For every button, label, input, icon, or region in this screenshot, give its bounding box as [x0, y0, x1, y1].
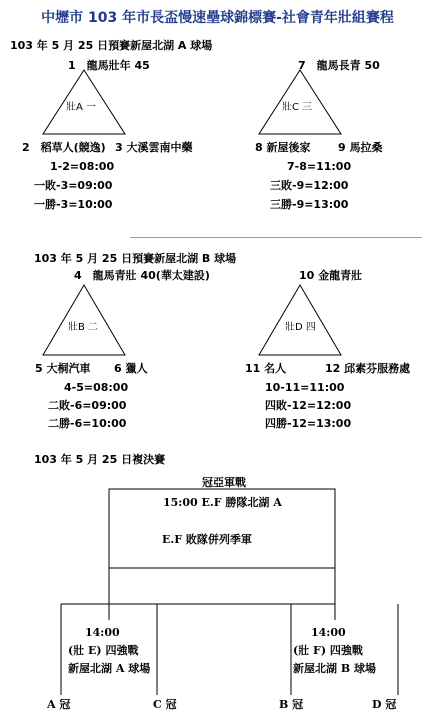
group-d-game-1: 10-11=11:00 [265, 381, 345, 394]
final-game: 15:00 E.F 勝隊北湖 A [163, 496, 282, 509]
group-b-top-team: 4 龍馬青壯 40(華太建設) [74, 269, 210, 282]
slot-d: D 冠 [372, 698, 397, 711]
group-b-label: 壯B 二 [68, 322, 99, 333]
group-a-game-3: 一勝-3=10:00 [34, 198, 113, 211]
championship-label: 冠亞軍戰 [202, 476, 246, 489]
divider [130, 237, 422, 238]
group-a-left-team: 2 稻草人(競逸) [22, 141, 106, 154]
group-d-right-team: 12 邱素芬服務處 [325, 362, 411, 375]
group-b-game-3: 二勝-6=10:00 [48, 417, 127, 430]
group-b-left-team: 5 大桐汽車 [35, 362, 91, 375]
semi-right-venue: 新屋北湖 B 球場 [293, 662, 376, 675]
group-a-label: 壯A 一 [66, 102, 97, 113]
group-a-game-2: 一敗-3=09:00 [34, 179, 113, 192]
group-b-triangle [43, 285, 125, 355]
third-place: E.F 敗隊併列季軍 [162, 533, 252, 546]
group-c-game-3: 三勝-9=13:00 [270, 198, 349, 211]
group-d-label: 壯D 四 [285, 322, 316, 333]
group-a-right-team: 3 大溪雲南中藥 [115, 141, 193, 154]
group-d-game-3: 四勝-12=13:00 [265, 417, 352, 430]
semi-left-time: 14:00 [85, 626, 120, 639]
group-d-top-team: 10 金龍青壯 [299, 269, 363, 282]
group-c-game-2: 三敗-9=12:00 [270, 179, 349, 192]
group-c-top-team: 7 龍馬長青 50 [298, 59, 380, 72]
group-c-left-team: 8 新屋後家 [255, 141, 311, 154]
finals-header: 103 年 5 月 25 日複決賽 [34, 453, 166, 466]
group-c-label: 壯C 三 [282, 102, 313, 113]
group-d-triangle [259, 285, 341, 355]
page-title: 中壢市 103 年市長盃慢速壘球錦標賽-社會青年壯組賽程 [41, 10, 394, 26]
group-b-right-team: 6 獵人 [114, 362, 148, 375]
group-b-game-2: 二敗-6=09:00 [48, 399, 127, 412]
group-a-game-1: 1-2=08:00 [50, 160, 115, 173]
semi-right-title: (壯 F) 四強戰 [293, 644, 363, 657]
slot-b: B 冠 [279, 698, 304, 711]
section-b-header: 103 年 5 月 25 日預賽新屋北湖 B 球場 [34, 252, 237, 265]
semi-left-title: (壯 E) 四強戰 [68, 644, 139, 657]
slot-c: C 冠 [153, 698, 177, 711]
section-a-header: 103 年 5 月 25 日預賽新屋北湖 A 球場 [10, 39, 213, 52]
group-b-game-1: 4-5=08:00 [64, 381, 129, 394]
semi-left-venue: 新屋北湖 A 球場 [68, 662, 151, 675]
slot-a: A 冠 [47, 698, 71, 711]
group-a-top-team: 1 龍馬壯年 45 [68, 59, 150, 72]
group-c-right-team: 9 馬拉桑 [338, 141, 383, 154]
group-d-left-team: 11 名人 [245, 362, 287, 375]
group-c-game-1: 7-8=11:00 [287, 160, 352, 173]
semi-right-time: 14:00 [311, 626, 346, 639]
group-d-game-2: 四敗-12=12:00 [265, 399, 352, 412]
